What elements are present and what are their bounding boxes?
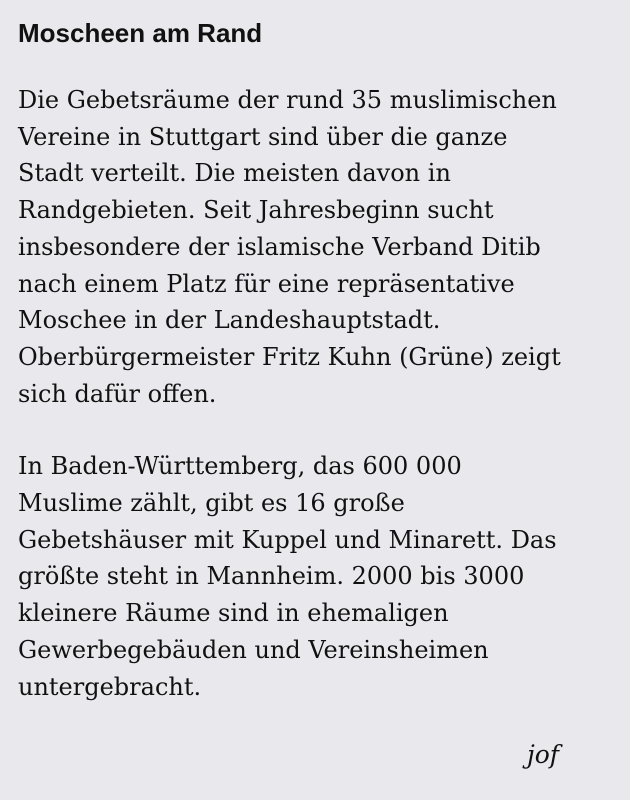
text-line: In Baden-Württemberg, das 600 000 [18,452,462,481]
text-line: größte steht in Mannheim. 2000 bis 3000 [18,562,525,591]
text-line: Randgebieten. Seit Jahresbeginn sucht [18,196,494,225]
text-line: insbesondere der islamische Verband Ditib [18,232,541,261]
paragraph-2 [18,448,612,705]
text-line: kleinere Räume sind in ehemaligen [18,599,449,628]
text-line: sich dafür offen. [18,379,217,408]
paragraph-1 [18,82,612,412]
text-line: untergebracht. [18,672,202,701]
text-line: Muslime zählt, gibt es 16 große [18,489,405,518]
text-line: Oberbürgermeister Fritz Kuhn (Grüne) zeigt [18,342,561,371]
text-line: Stadt verteilt. Die meisten davon in [18,159,451,188]
text-line: Gebetshäuser mit Kuppel und Minarett. Das [18,525,557,554]
text-line: Die Gebetsräume der rund 35 muslimischen [18,86,557,114]
text-line: nach einem Platz für eine repräsentative [18,269,515,298]
author-signature: jof [527,740,560,769]
text-line: Moschee in der Landeshauptstadt. [18,306,441,335]
text-line: Gewerbegebäuden und Vereinsheimen [18,635,489,664]
headline: Moscheen am Rand [18,18,263,48]
text-line: Vereine in Stuttgart sind über die ganze [18,122,508,151]
